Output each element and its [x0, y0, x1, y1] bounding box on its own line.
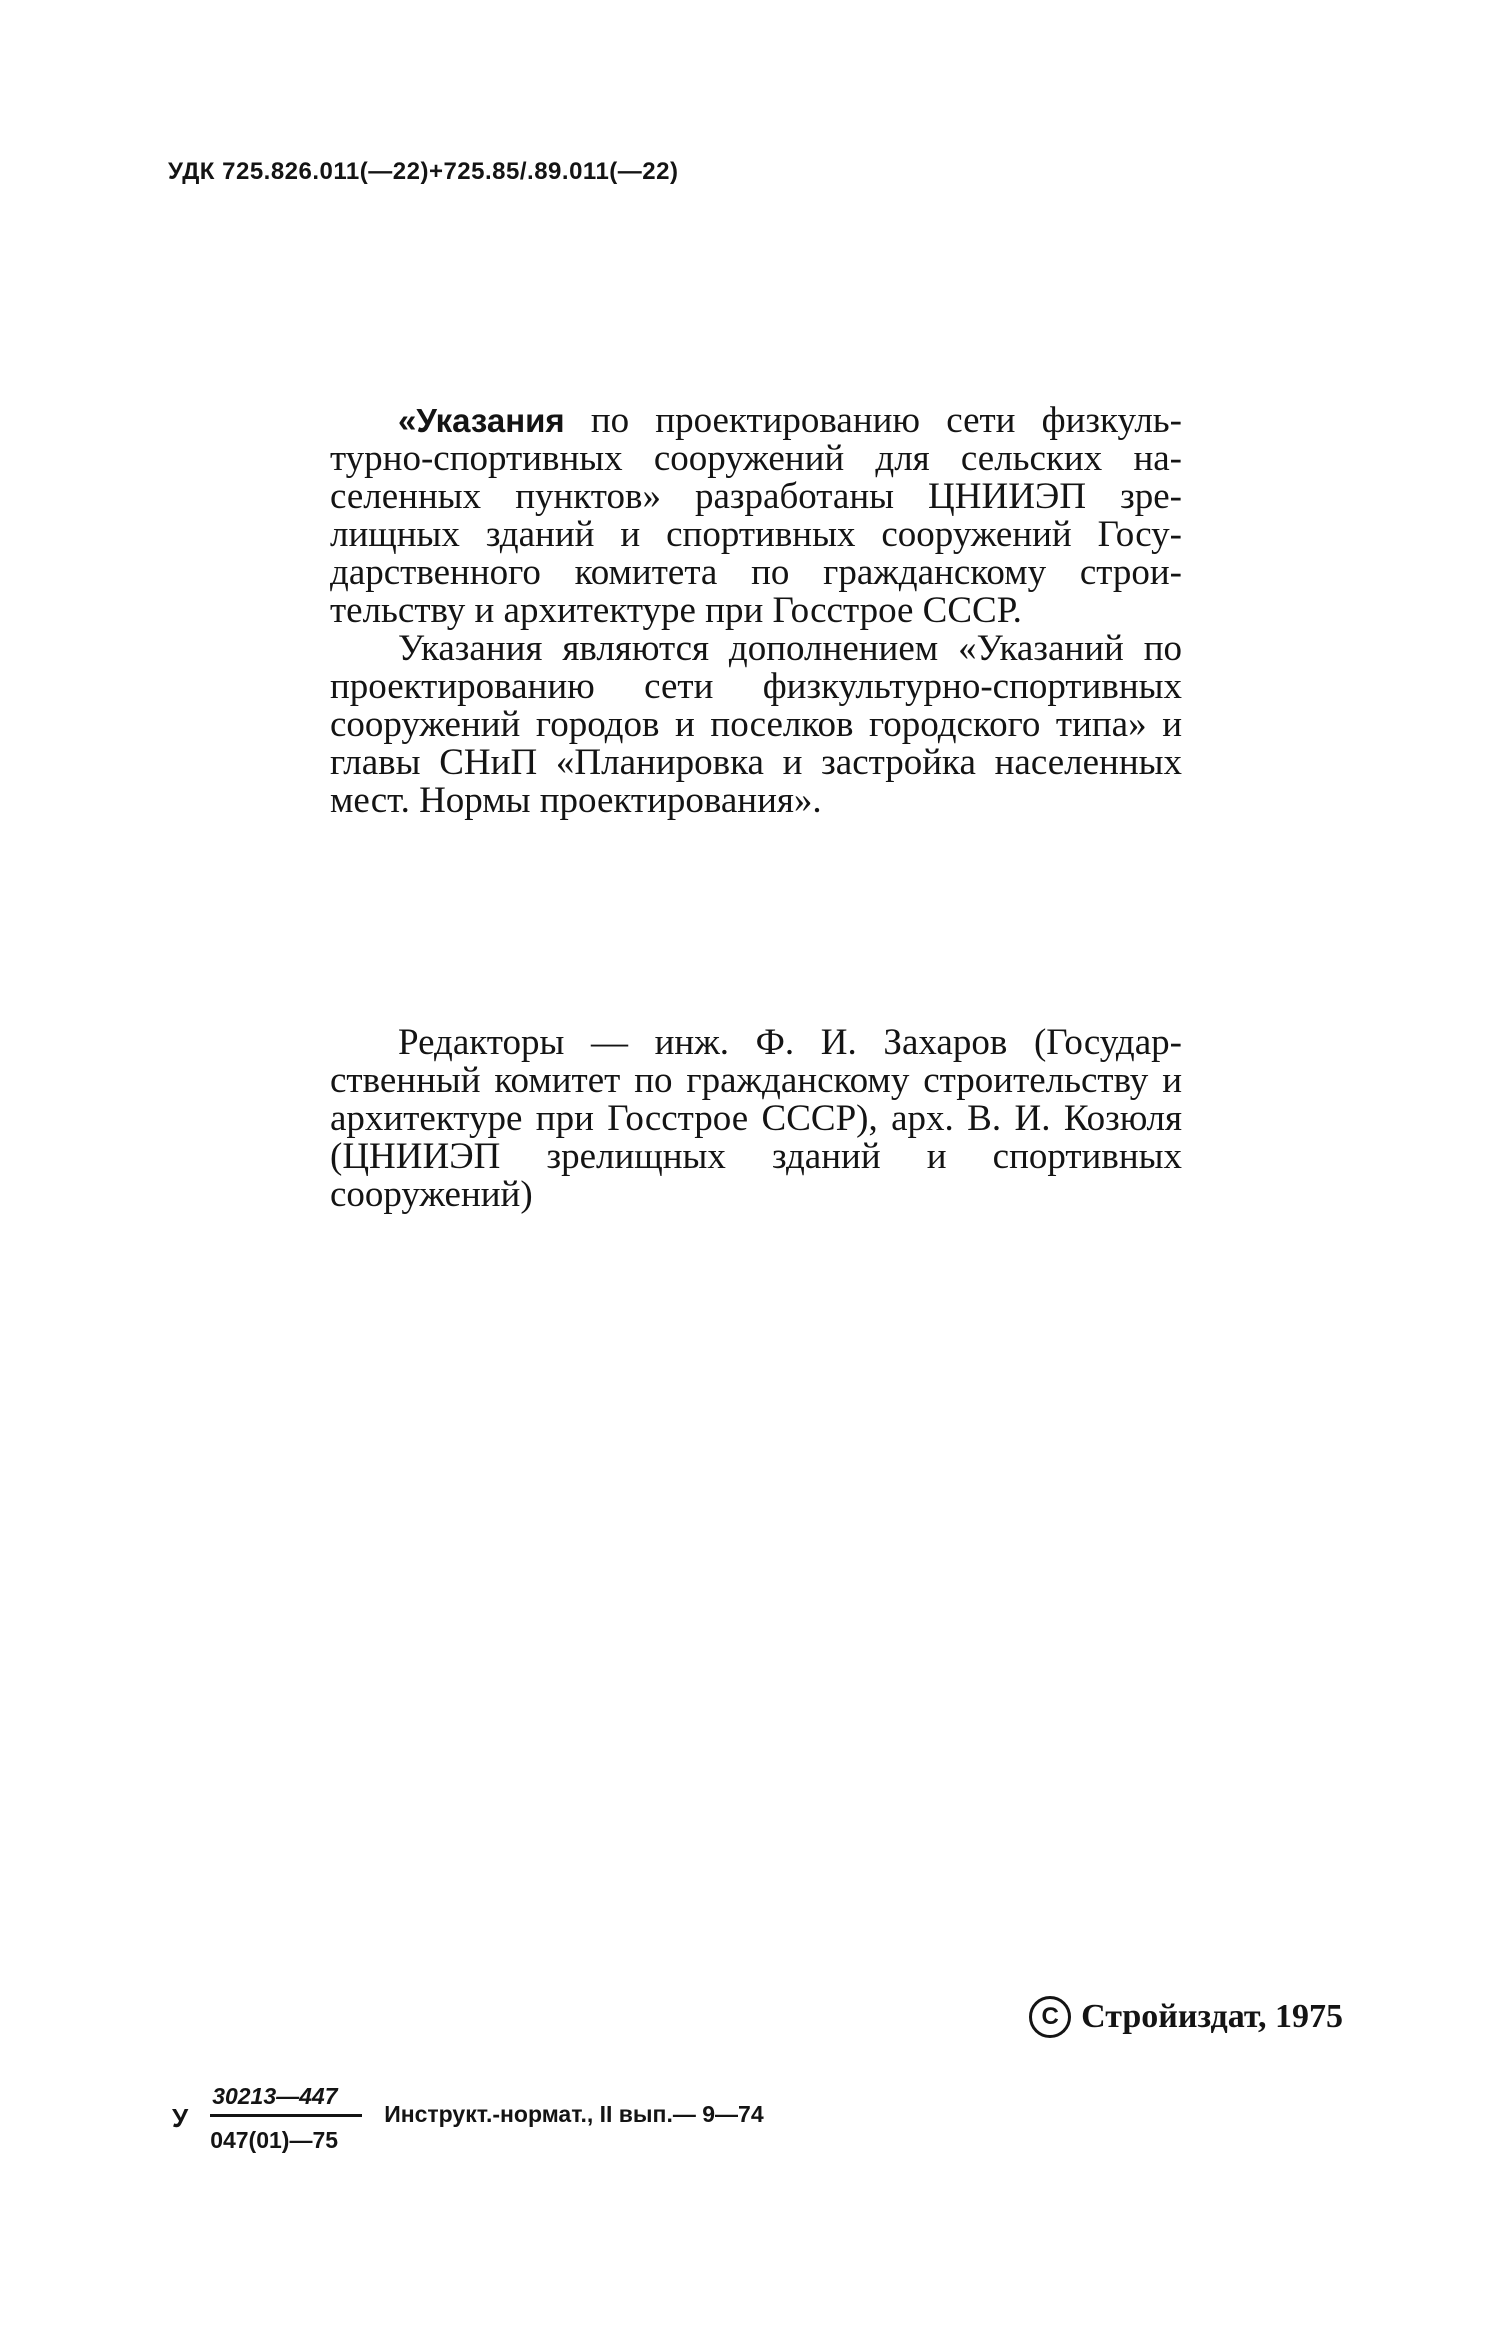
imprint-denominator: 047(01)—75 — [210, 2127, 339, 2153]
imprint-numerator: 30213—447 — [210, 2083, 362, 2117]
editors-block — [330, 1024, 1182, 1214]
copyright-publisher: Стройиздат, 1975 — [1081, 1998, 1343, 2035]
imprint-text: Инструкт.-нормат., II вып.— 9—74 — [384, 2101, 764, 2127]
copyright-line — [1029, 1996, 1343, 2038]
copyright-icon: С — [1029, 1996, 1071, 2038]
intro-block — [330, 402, 1182, 820]
udk-code: УДК 725.826.011(—22)+725.85/.89.011(—22) — [168, 158, 679, 185]
intro-paragraph-2: Указания являются дополнением «Указаний по проектированию сети физкультурно-спортивных сооружений городов и поселков городского типа» и главы СНиП «Планировка и застройка населенных мест. Нормы проектирования». — [330, 628, 1182, 821]
imprint-line — [172, 2083, 764, 2154]
intro-paragraph-1-text: по проектированию сети физкультурно-спортивных сооружений для сельских населенных пунктов» разработаны ЦНИИЭП зрелищных зданий и спортивных сооружений Государственного комитета по гражданскому строительству и архитектуре при Госстрое СССР. — [330, 400, 1182, 631]
editors-paragraph: Редакторы — инж. Ф. И. Захаров (Государственный комитет по гражданскому строительству и архитектуре при Госстрое СССР), арх. В. И. Козюля (ЦНИИЭП зрелищных зданий и спортивных сооружений) — [330, 1022, 1182, 1215]
intro-title-lead: «Указания — [398, 402, 565, 439]
intro-paragraph-1 — [330, 402, 1182, 630]
imprint-fraction — [210, 2083, 362, 2154]
imprint-letter: У — [172, 2103, 189, 2133]
